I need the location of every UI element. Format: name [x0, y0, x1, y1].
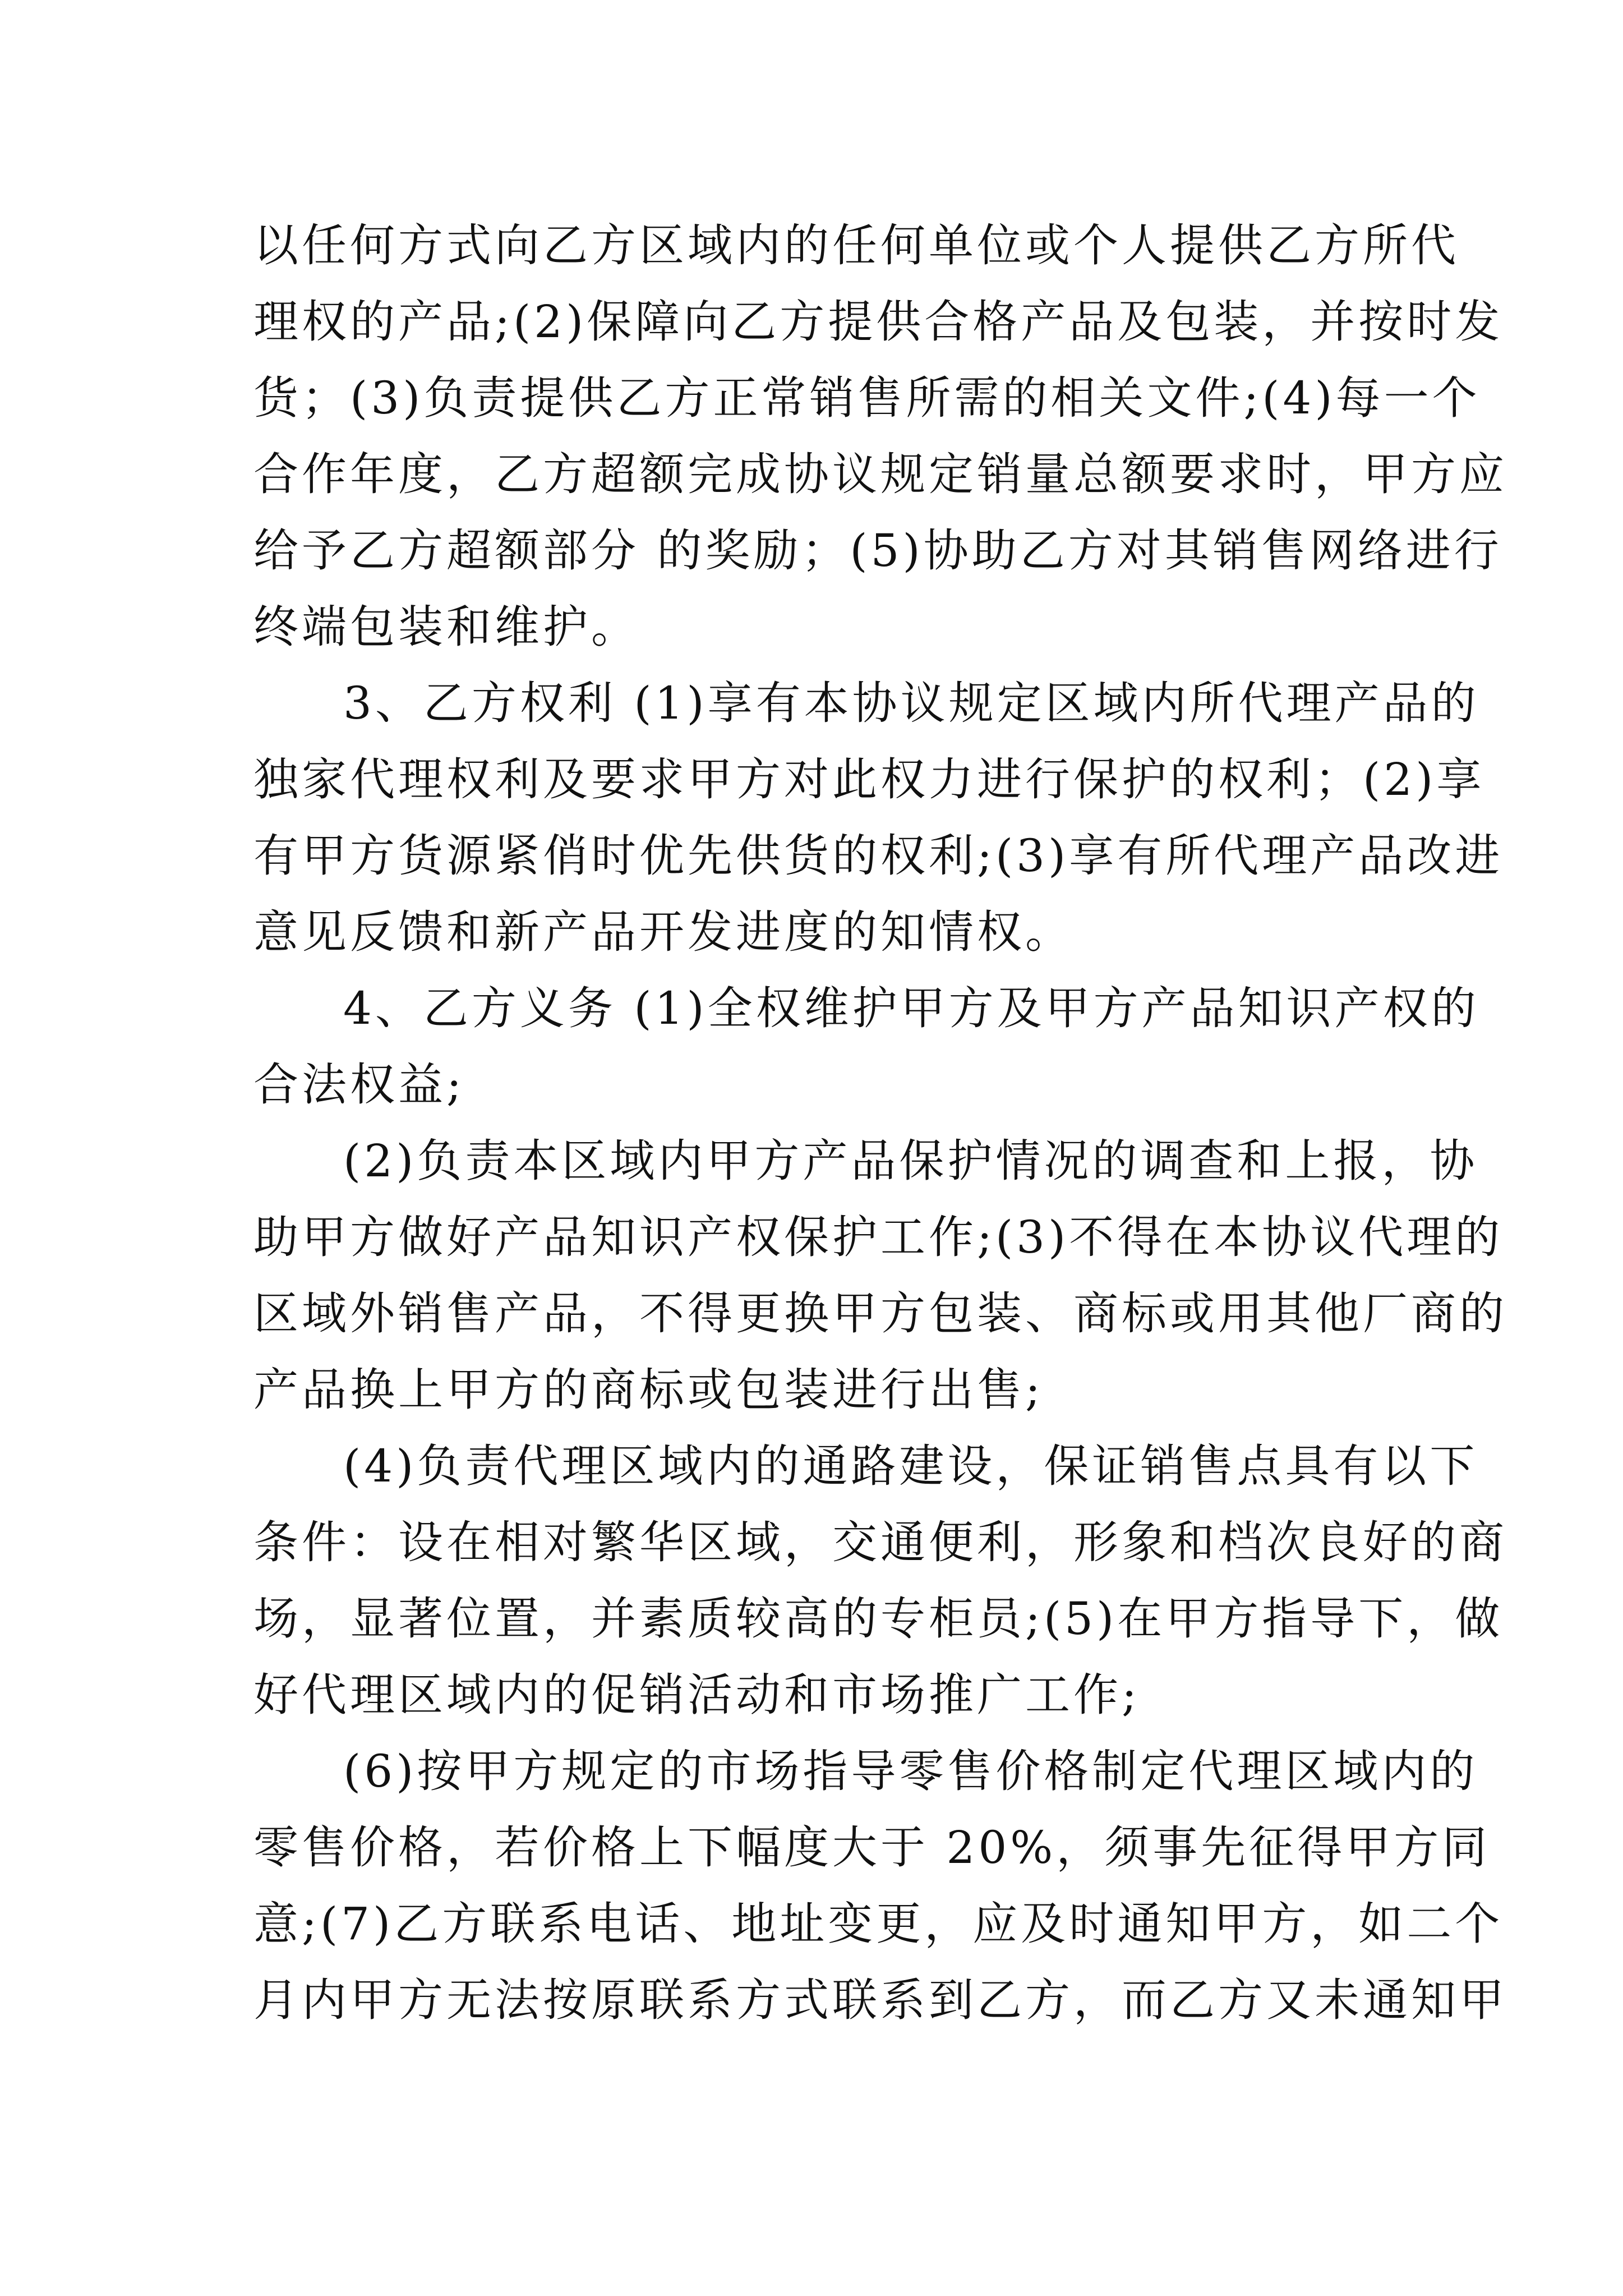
text-line: 有甲方货源紧俏时优先供货的权利;(3)享有所代理产品改进	[253, 830, 1504, 882]
text-line: 给予乙方超额部分 的奖励；(5)协助乙方对其销售网络进行	[253, 524, 1502, 577]
text-line: 货；(3)负责提供乙方正常销售所需的相关文件;(4)每一个	[253, 372, 1481, 424]
text-line: 意;(7)乙方联系电话、地址变更，应及时通知甲方，如二个	[253, 1898, 1504, 1950]
text-line: 场，显著位置，并素质较高的专柜员;(5)在甲方指导下，做	[253, 1593, 1504, 1645]
text-line: 独家代理权利及要求甲方对此权力进行保护的权利；(2)享	[253, 753, 1485, 806]
text-line: 终端包装和维护。	[253, 601, 639, 653]
text-line: 条件：设在相对繁华区域，交通便利，形象和档次良好的商	[253, 1516, 1507, 1568]
text-line: 区域外销售产品，不得更换甲方包装、商标或用其他厂商的	[253, 1287, 1507, 1340]
paragraph-start-line: (4)负责代理区域内的通路建设，保证销售点具有以下	[343, 1440, 1478, 1492]
document-body	[253, 208, 1507, 2039]
text-line: 合法权益;	[253, 1059, 465, 1111]
text-line: 理权的产品;(2)保障向乙方提供合格产品及包装，并按时发	[253, 296, 1504, 348]
text-line: 合作年度，乙方超额完成协议规定销量总额要求时，甲方应	[253, 448, 1507, 500]
paragraph-start-line: (6)按甲方规定的市场指导零售价格制定代理区域内的	[343, 1745, 1478, 1797]
text-line: 以任何方式向乙方区域内的任何单位或个人提供乙方所代	[253, 219, 1459, 272]
section-heading-line: 3、乙方权利 (1)享有本协议规定区域内所代理产品的	[343, 677, 1479, 729]
paragraph-start-line: (2)负责本区域内甲方产品保护情况的调查和上报，协	[343, 1135, 1478, 1187]
section-heading-line: 4、乙方义务 (1)全权维护甲方及甲方产品知识产权的	[343, 982, 1479, 1034]
text-line: 助甲方做好产品知识产权保护工作;(3)不得在本协议代理的	[253, 1211, 1504, 1263]
text-line: 产品换上甲方的商标或包装进行出售;	[253, 1364, 1044, 1416]
text-line: 月内甲方无法按原联系方式联系到乙方，而乙方又未通知甲	[253, 1974, 1507, 2026]
text-line: 零售价格，若价格上下幅度大于 20%，须事先征得甲方同	[253, 1821, 1491, 1874]
text-line: 好代理区域内的促销活动和市场推广工作;	[253, 1669, 1140, 1721]
text-line: 意见反馈和新产品开发进度的知情权。	[253, 906, 1073, 958]
